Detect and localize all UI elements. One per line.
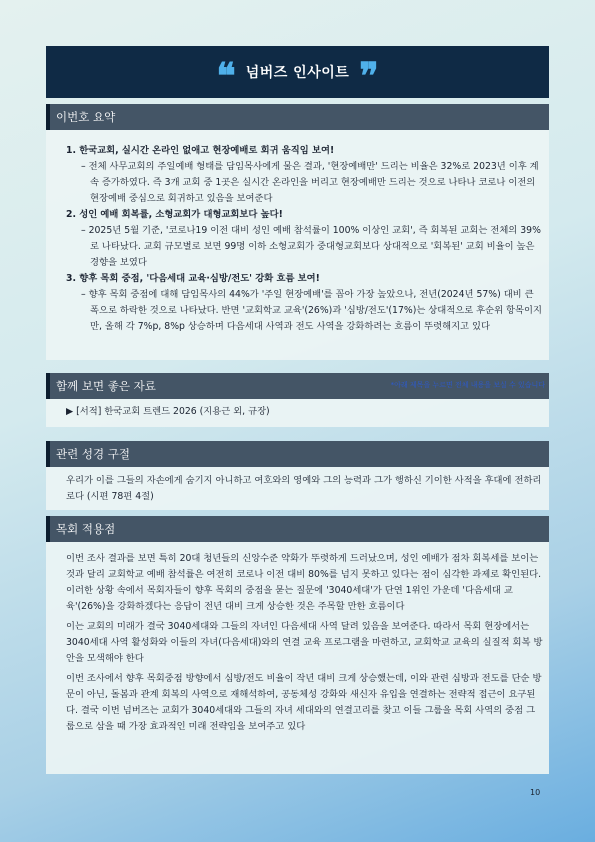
resources-note: *아래 제목을 누르면 전체 내용을 보실 수 있습니다 <box>390 381 545 389</box>
summary-body <box>46 130 549 360</box>
application-body <box>46 542 549 774</box>
resources-body <box>46 399 549 427</box>
application-paragraph: 이번 조사 결과를 보면 특히 20대 청년들의 신앙수준 약화가 뚜렷하게 드러났으며, 성인 예배가 점차 회복세를 보이는 것과 달리 교회학교 예배 참석률은 여전히 코로나 이전 대비 80%를 넘지 못하고 있다는 점이 심각한 과제로 확인된다. 이러한 상황 속에서 목회자들이 향후 목회의 중점을 묻는 질문에 '3040세대'가 단연 1위인 가운데 '다음세대 교육'(26%)을 강화하겠다는 응답이 전년 대비 크게 상승한 것은 주목할 만한 흐름이다 <box>66 553 542 612</box>
resources-section <box>46 373 549 427</box>
scripture-body <box>46 467 549 510</box>
open-quote-icon: ❝ <box>216 55 236 97</box>
summary-item-desc: – 향후 목회 중점에 대해 담임목사의 44%가 '주일 현장예배'를 꼽아 가장 높았으나, 전년(2024년 57%) 대비 큰 폭으로 하락한 것으로 나타났다. 반면 '교회학교 교육'(26%)과 '심방/전도'(17%)는 상대적으로 후순위 항목이지만, 올해 각 7%p, 8%p 상승하며 다음세대 사역과 전도 사역을 강화하려는 흐름이 뚜렷해지고 있다 <box>81 289 542 332</box>
summary-section <box>46 104 549 360</box>
newsletter-banner <box>46 46 549 98</box>
resources-heading-label: 함께 보면 좋은 자료 <box>56 379 156 393</box>
summary-item-title: 1. 한국교회, 실시간 온라인 없애고 현장예배로 회귀 움직임 보여! <box>66 145 335 156</box>
scripture-section <box>46 441 549 510</box>
banner-title: 넘버즈 인사이트 <box>245 65 350 81</box>
page-number: 10 <box>530 788 541 797</box>
resources-heading <box>46 373 549 399</box>
application-paragraph: 이는 교회의 미래가 결국 3040세대와 그들의 자녀인 다음세대 사역 달려 있음을 보여준다. 따라서 목회 현장에서는 3040세대 사역 활성화와 이들의 자녀(다음세대)와의 연결 교육 프로그램을 마련하고, 교회학교 교육의 실질적 회복 방안을 모색해야 한다 <box>66 621 543 664</box>
application-section <box>46 516 549 774</box>
summary-heading: 이번호 요약 <box>46 104 549 130</box>
application-heading: 목회 적용점 <box>46 516 549 542</box>
close-quote-icon: ❞ <box>359 55 379 97</box>
book-link[interactable]: ▶ [서적] 한국교회 트렌드 2026 (지용근 외, 규장) <box>66 406 270 417</box>
summary-item-title: 3. 향후 목회 중점, '다음세대 교육·심방/전도' 강화 흐름 보여! <box>66 273 320 284</box>
scripture-heading: 관련 성경 구절 <box>46 441 549 467</box>
summary-item-title: 2. 성인 예배 회복률, 소형교회가 대형교회보다 높다! <box>66 209 283 220</box>
summary-item-desc: – 2025년 5월 기준, '코로나19 이전 대비 성인 예배 참석률이 100% 이상인 교회', 즉 회복된 교회는 전체의 39%로 나타났다. 교회 규모별로 보면 99명 이하 소형교회가 중대형교회보다 상대적으로 '회복된' 교회 비율이 높은 경향을 보였다 <box>81 225 541 268</box>
summary-item-desc: – 전체 사무교회의 주일예배 형태를 담임목사에게 물은 결과, '현장예배만' 드리는 비율은 32%로 2023년 이후 계속 증가하였다. 즉 3개 교회 중 1곳은 실시간 온라인을 버리고 현장예배만 드리는 것으로 나타나 코로나 이전의 현장예배 중심으로 회귀하고 있음을 보여준다 <box>81 161 539 204</box>
application-paragraph: 이번 조사에서 향후 목회중점 방향에서 심방/전도 비율이 작년 대비 크게 상승했는데, 이와 관련 심방과 전도를 단순 방문이 아닌, 돌봄과 관계 회복의 사역으로 재해석하여, 공동체성 강화와 새신자 유입을 연결하는 전략적 접근이 요구된다. 결국 이번 넘버즈는 교회가 3040세대와 그들의 자녀 세대와의 연결고리를 찾고 이들 그룹을 목회 사역의 중점 그룹으로 삼을 때 가장 효과적인 미래 전략임을 보여주고 있다 <box>66 673 542 732</box>
scripture-text: 우리가 이를 그들의 자손에게 숨기지 아니하고 여호와의 영예와 그의 능력과 그가 행하신 기이한 사적을 후대에 전하리로다 (시편 78편 4절) <box>66 475 542 502</box>
